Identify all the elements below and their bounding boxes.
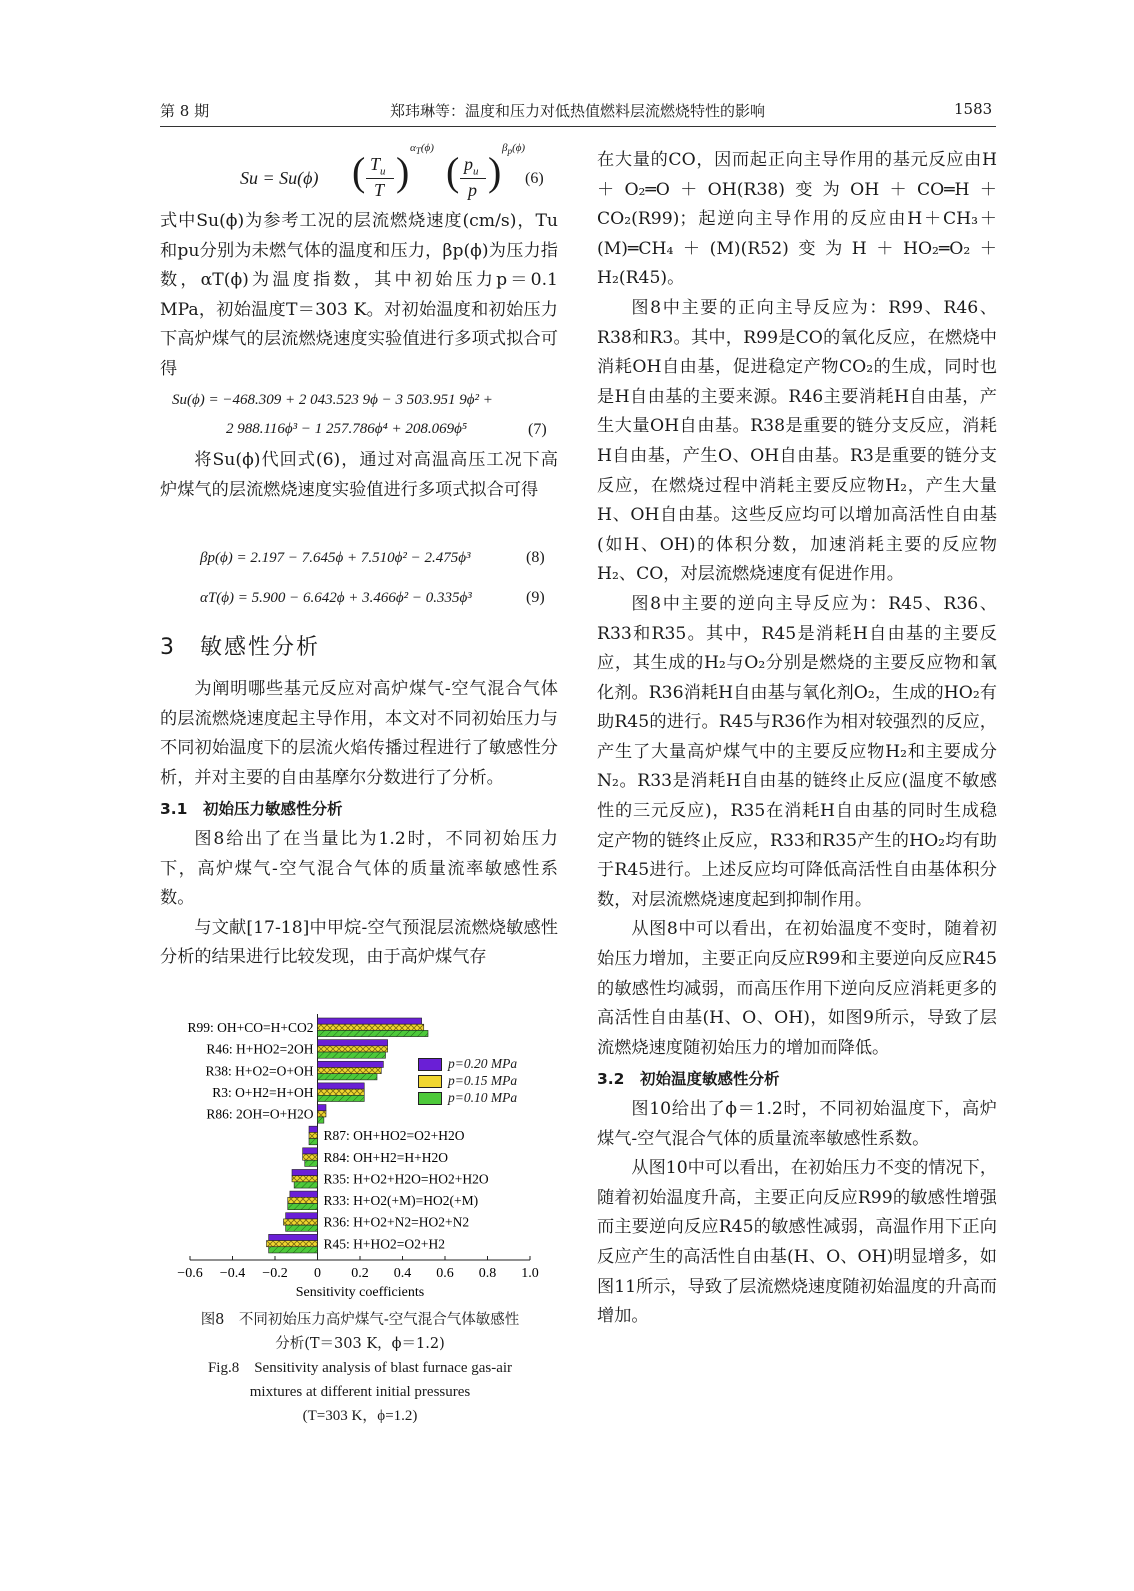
chart-legend xyxy=(418,1055,517,1106)
caption-en-line: Fig.8 Sensitivity analysis of blast furnace gas-air xyxy=(207,1360,513,1376)
x-tick-label: −0.6 xyxy=(177,1266,203,1281)
legend-item xyxy=(418,1072,517,1089)
equation-6: Su = Su(ϕ) ( $T_u$ T ) $\alpha_T(\phi)$ ( $p_u$ p ) $\beta_p(\phi)$ xyxy=(240,142,526,200)
subsection-heading: 3.1 初始压力敏感性分析 xyxy=(160,800,343,819)
bar xyxy=(309,1126,318,1132)
category-label: R86: 2OH=O+H2O xyxy=(206,1106,314,1122)
eq7-line1: Su(ϕ) = −468.309 + 2 043.523 9ϕ − 3 503.951 9ϕ² + xyxy=(172,392,493,408)
bar xyxy=(318,1089,365,1095)
x-axis-label: Sensitivity coefficients xyxy=(295,1285,425,1300)
caption-cn-line: 图8 不同初始压力高炉煤气-空气混合气体敏感性 xyxy=(200,1312,520,1328)
category-label: R36: H+O2+N2=HO2+N2 xyxy=(323,1214,470,1230)
legend-item xyxy=(418,1055,517,1072)
caption-cn-line: 分析(T＝303 K，ϕ＝1.2) xyxy=(275,1336,445,1352)
eq6-number: (6) xyxy=(525,170,544,187)
legend-label: p=0.10 MPa xyxy=(448,1090,518,1105)
section-heading: 3 敏感性分析 xyxy=(160,635,320,660)
bar xyxy=(318,1105,327,1111)
bar xyxy=(309,1139,318,1145)
x-tick-label: 0.6 xyxy=(436,1266,454,1281)
x-tick-label: −0.4 xyxy=(219,1266,246,1281)
paragraph: 图8中主要的正向主导反应为：R99、R46、R38和R3。其中，R99是CO的氧化反应，在燃烧中消耗OH自由基，促进稳定产物CO₂的生成，同时也是H自由基的主要来源。R46主要消耗H自由基，产生大量OH自由基。R38是重要的链分支反应，消耗H自由基，产生O、OH自由基。R3是重要的链分支反应，在燃烧过程中消耗主要反应物H₂，产生大量H、OH自由基。这些反应均可以增加高活性自由基(如H、OH)的体积分数，加速消耗主要的反应物H₂、CO，对层流燃烧速度有促进作用。 xyxy=(597,297,997,585)
category-label: R35: H+O2+H2O=HO2+H2O xyxy=(323,1171,489,1187)
bar xyxy=(318,1095,365,1101)
bar xyxy=(318,1083,365,1089)
bar xyxy=(318,1024,424,1030)
bar xyxy=(284,1219,318,1225)
bar xyxy=(286,1225,318,1231)
bar xyxy=(288,1197,318,1203)
bar xyxy=(303,1148,318,1154)
bar xyxy=(318,1030,429,1036)
bar xyxy=(318,1074,378,1080)
bar xyxy=(288,1203,318,1209)
subsection-heading: 3.2 初始温度敏感性分析 xyxy=(597,1070,780,1089)
category-label: R99: OH+CO=H+CO2 xyxy=(187,1020,314,1035)
equation-8: βp(ϕ) = 2.197 − 7.645ϕ + 7.510ϕ² − 2.475ϕ³ xyxy=(200,550,471,566)
paragraph: 在大量的CO，因而起正向主导作用的基元反应由H＋O₂═O＋OH(R38)变为OH＋CO═H＋CO₂(R99)；起逆向主导作用的反应由H＋CH₃＋(M)═CH₄＋(M)(R52)变为H＋HO₂═O₂＋H₂(R45)。 xyxy=(597,150,997,289)
paragraph: 图8给出了在当量比为1.2时，不同初始压力下，高炉煤气-空气混合气体的质量流率敏感性系数。 xyxy=(160,828,558,909)
bar xyxy=(318,1018,422,1024)
category-label: R45: H+HO2=O2+H2 xyxy=(323,1236,445,1252)
paragraph: 从图8中可以看出，在初始温度不变时，随着初始压力增加，主要正向反应R99和主要逆向反应R45的敏感性均减弱，而高压作用下逆向反应消耗更多的高活性自由基(H、O、OH)，如图9所示，导致了层流燃烧速度随初始压力的增加而降低。 xyxy=(597,919,997,1058)
eq9-number: (9) xyxy=(526,589,545,606)
bar xyxy=(318,1117,324,1123)
eq6-lhs: Su = Su(ϕ) xyxy=(240,168,319,188)
x-tick-label: −0.2 xyxy=(262,1266,288,1281)
category-label: R38: H+O2=O+OH xyxy=(205,1063,314,1079)
x-tick-label: 0.8 xyxy=(478,1266,497,1281)
bar xyxy=(267,1241,318,1247)
legend-label: p=0.20 MPa xyxy=(448,1056,518,1071)
paragraph: 式中Su(ϕ)为参考工况的层流燃烧速度(cm/s)，Tu和pu分别为未燃气体的温度和压力，βp(ϕ)为压力指数，αT(ϕ)为温度指数，其中初始压力p＝0.1 MPa，初始温度T＝303 K。对初始温度和初始压力下高炉煤气的层流燃烧速度实验值进行多项式拟合可得 xyxy=(160,211,558,379)
paragraph: 从图10中可以看出，在初始压力不变的情况下，随着初始温度升高，主要正向反应R99的敏感性增强而主要逆向反应R45的敏感性减弱，高温作用下正向反应产生的高活性自由基(H、O、OH)明显增多，如图11所示，导致了层流燃烧速度随初始温度的升高而增加。 xyxy=(597,1158,998,1327)
category-label: R84: OH+H2=H+H2O xyxy=(323,1149,448,1165)
header-rule xyxy=(160,126,996,127)
eq7-line2: 2 988.116ϕ³ − 1 257.786ϕ⁴ + 208.069ϕ⁵ xyxy=(226,421,468,437)
eq7-number: (7) xyxy=(528,421,547,438)
bar xyxy=(290,1191,318,1197)
figure-caption xyxy=(160,1308,560,1428)
caption-en-line: mixtures at different initial pressures xyxy=(249,1384,471,1400)
legend-label: p=0.15 MPa xyxy=(448,1073,518,1088)
bar xyxy=(292,1169,318,1175)
bar xyxy=(309,1132,318,1138)
page-number: 1583 xyxy=(954,100,993,118)
legend-item xyxy=(418,1089,517,1106)
x-tick-label: 1.0 xyxy=(521,1266,539,1281)
eq8-number: (8) xyxy=(526,549,545,566)
paragraph: 图10给出了ϕ＝1.2时，不同初始温度下，高炉煤气-空气混合气体的质量流率敏感性系数。 xyxy=(597,1099,997,1149)
paragraph: 图8中主要的逆向主导反应为：R45、R36、R33和R35。其中，R45是消耗H自由基的主要反应，其生成的H₂与O₂分别是燃烧的主要反应物和氧化剂。R36消耗H自由基与氧化剂O₂，生成的HO₂有助R45的进行。R45与R36作为相对较强烈的反应，产生了大量高炉煤气中的主要反应物H₂和主要成分N₂。R33是消耗H自由基的链终止反应(温度不敏感性的三元反应)，R35在消耗H自由基的同时生成稳定产物的链终止反应，R33和R35产生的HO₂均有助于R45进行。上述反应均可降低高活性自由基体积分数，对层流燃烧速度起到抑制作用。 xyxy=(597,593,997,910)
bar xyxy=(318,1052,386,1058)
equation-9: αT(ϕ) = 5.900 − 6.642ϕ + 3.466ϕ² − 0.335ϕ³ xyxy=(200,590,472,606)
x-tick-label: 0 xyxy=(314,1266,321,1281)
bar xyxy=(318,1061,384,1067)
category-label: R3: O+H2=H+OH xyxy=(212,1084,314,1100)
bar xyxy=(318,1040,388,1046)
bar xyxy=(269,1247,318,1253)
issue-number: 第 8 期 xyxy=(160,102,210,120)
x-tick-label: 0.4 xyxy=(393,1266,412,1281)
bar xyxy=(303,1154,318,1160)
bar xyxy=(294,1182,317,1188)
bar xyxy=(269,1234,318,1240)
paragraph: 将Su(ϕ)代回式(6)，通过对高温高压工况下高炉煤气的层流燃烧速度实验值进行多项式拟合可得 xyxy=(160,450,558,500)
running-title: 郑玮琳等：温度和压力对低热值燃料层流燃烧特性的影响 xyxy=(390,102,766,120)
x-tick-label: 0.2 xyxy=(351,1266,369,1281)
paragraph: 与文献[17-18]中甲烷-空气预混层流燃烧敏感性分析的结果进行比较发现，由于高炉煤气存 xyxy=(160,917,558,968)
category-label: R46: H+HO2=2OH xyxy=(206,1041,314,1057)
category-label: R33: H+O2(+M)=HO2(+M) xyxy=(323,1193,479,1209)
paragraph: 为阐明哪些基元反应对高炉煤气-空气混合气体的层流燃烧速度起主导作用，本文对不同初始压力与不同初始温度下的层流火焰传播过程进行了敏感性分析，并对主要的自由基摩尔分数进行了分析。 xyxy=(160,679,558,788)
category-label: R87: OH+HO2=O2+H2O xyxy=(323,1128,465,1144)
caption-en-line: (T=303 K，ϕ=1.2) xyxy=(302,1408,418,1424)
bar xyxy=(318,1111,327,1117)
bar xyxy=(286,1213,318,1219)
bar xyxy=(305,1160,318,1166)
bar xyxy=(292,1176,318,1182)
bar xyxy=(318,1067,382,1073)
bar xyxy=(318,1046,388,1052)
